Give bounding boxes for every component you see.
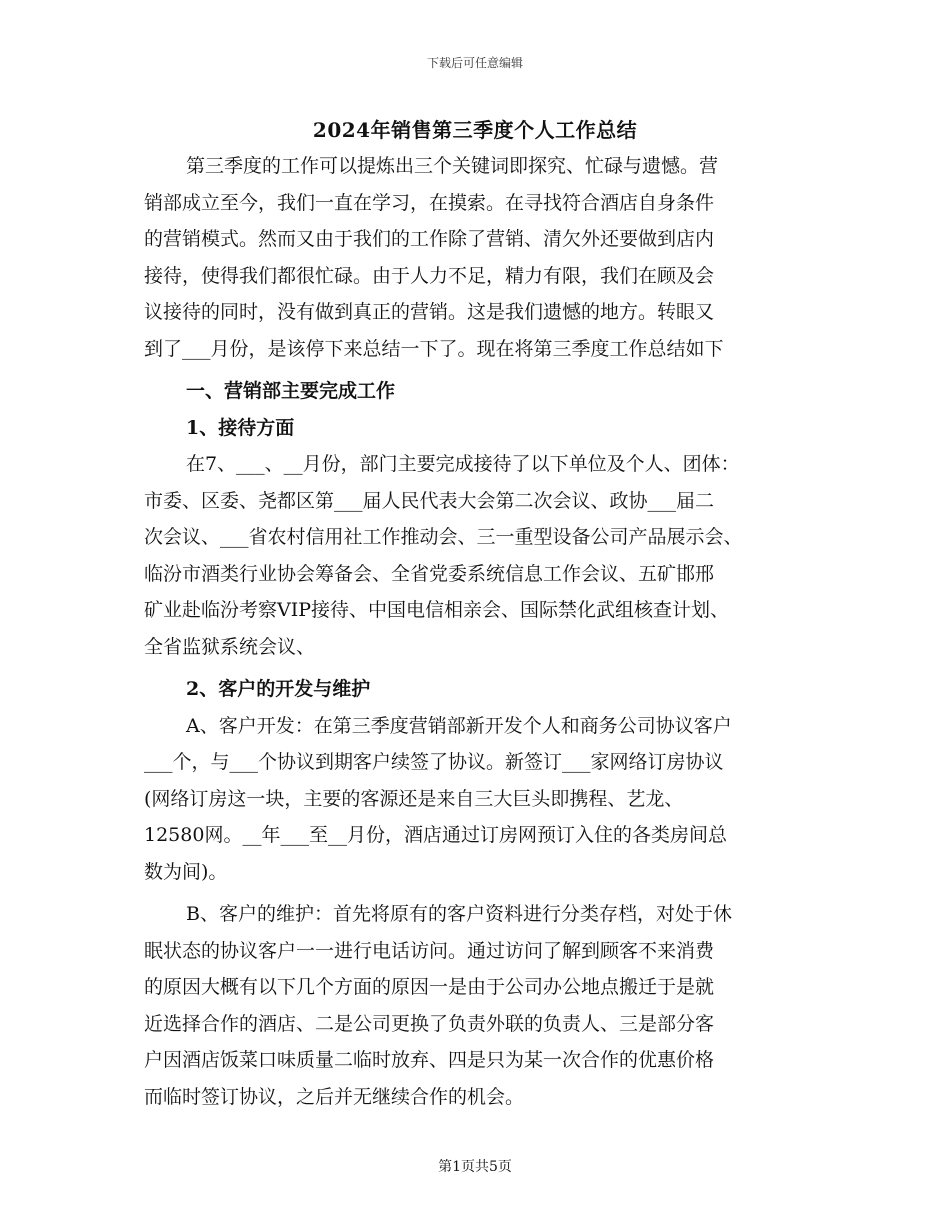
paragraph-line: A、客户开发：在第三季度营销部新开发个人和商务公司协议客户 <box>186 714 732 737</box>
paragraph-line: 近选择合作的酒店、二是公司更换了负责外联的负责人、三是部分客 <box>144 1012 715 1035</box>
paragraph-line: 眠状态的协议客户一一进行电话访问。通过访问了解到顾客不来消费 <box>144 939 715 962</box>
paragraph-line: 而临时签订协议，之后并无继续合作的机会。 <box>144 1085 525 1108</box>
paragraph-line: 临汾市酒类行业协会筹备会、全省党委系统信息工作会议、五矿邯邢 <box>144 562 715 585</box>
paragraph-line: 户因酒店饭菜口味质量二临时放弃、四是只为某一次合作的优惠价格 <box>144 1049 715 1071</box>
page-header: 下载后可任意编辑 <box>426 56 523 70</box>
paragraph-line: (网络订房这一块，主要的客源还是来自三大巨头即携程、艺龙、 <box>144 787 684 810</box>
document-title: 2024年销售第三季度个人工作总结 <box>312 118 638 142</box>
subsection-heading: 2、客户的开发与维护 <box>186 678 371 700</box>
paragraph-line: 到了___月份，是该停下来总结一下了。现在将第三季度工作总结如下 <box>144 337 724 360</box>
paragraph-line: 第三季度的工作可以提炼出三个关键词即探究、忙碌与遗憾。营 <box>186 155 719 177</box>
document-body <box>144 148 824 1115</box>
paragraph-line: 的营销模式。然而又由于我们的工作除了营销、清欠外还要做到店内 <box>144 228 715 250</box>
paragraph-line: 的原因大概有以下几个方面的原因一是由于公司办公地点搬迁于是就 <box>144 976 715 998</box>
paragraph-line: B、客户的维护：首先将原有的客户资料进行分类存档，对处于休 <box>186 903 732 925</box>
paragraph-line: 矿业赴临汾考察VIP接待、中国电信相亲会、国际禁化武组核查计划、 <box>144 599 730 621</box>
paragraph-line: ___个，与___个协议到期客户续签了协议。新签订___家网络订房协议 <box>144 751 724 773</box>
paragraph-line: 接待，使得我们都很忙碌。由于人力不足，精力有限，我们在顾及会 <box>144 264 715 287</box>
paragraph-line: 12580网。__年___至__月份，酒店通过订房网预订入住的各类房间总 <box>144 824 727 846</box>
section-heading: 一、营销部主要完成工作 <box>186 380 396 402</box>
paragraph-line: 销部成立至今，我们一直在学习，在摸索。在寻找符合酒店自身条件 <box>144 191 715 214</box>
paragraph-line: 在7、___、__月份，部门主要完成接待了以下单位及个人、团体： <box>186 453 740 475</box>
paragraph-line: 市委、区委、尧都区第___届人民代表大会第二次会议、政协___届二 <box>144 489 715 512</box>
subsection-heading: 1、接待方面 <box>186 416 295 439</box>
paragraph-line: 数为间)。 <box>144 860 228 883</box>
page-footer: 第1页共5页 <box>438 1159 512 1175</box>
paragraph-line: 全省监狱系统会议、 <box>144 635 316 658</box>
paragraph-line: 议接待的同时，没有做到真正的营销。这是我们遗憾的地方。转眼又 <box>144 301 715 323</box>
paragraph-line: 次会议、___省农村信用社工作推动会、三一重型设备公司产品展示会、 <box>144 526 743 548</box>
